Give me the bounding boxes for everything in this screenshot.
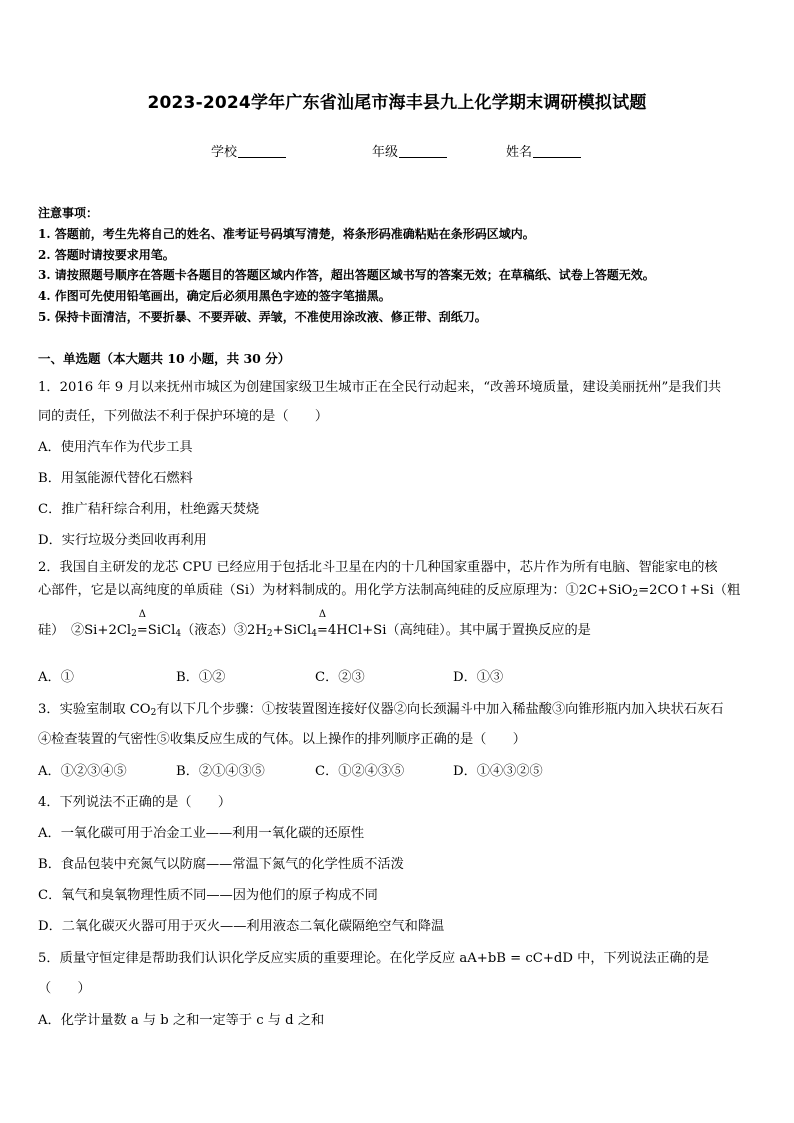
name-label: 姓名	[506, 145, 533, 160]
q1-option-c: C．推广秸秆综合利用，杜绝露天焚烧	[38, 502, 260, 517]
q2-stem-line3	[38, 609, 591, 639]
q3-stem-line2: ④检查装置的气密性⑤收集反应生成的气体。以上操作的排列顺序正确的是（ ）	[38, 732, 526, 747]
q2-option-b: B．①②	[176, 670, 226, 685]
q3-option-a: A．①②③④⑤	[38, 764, 127, 779]
q3-line1-b: 有以下几个步骤：①按装置图连接好仪器②向长颈漏斗中加入稀盐酸③向锥形瓶内加入块状石灰石	[156, 702, 724, 717]
q3-option-d: D．①④③②⑤	[453, 764, 543, 779]
q2-line3-d: +SiCl	[272, 623, 312, 638]
q3-stem-line1	[38, 698, 723, 718]
q5-option-a: A．化学计量数 a 与 b 之和一定等于 c 与 d 之和	[38, 1013, 325, 1028]
note-item: 5. 保持卡面清洁，不要折暴、不要弄破、弄皱，不准使用涂改液、修正带、刮纸刀。	[38, 310, 487, 324]
grade-label: 年级	[372, 145, 399, 160]
heat-equals-sign: Δ =	[136, 609, 148, 638]
q4-option-b: B．食品包装中充氮气以防腐——常温下氮气的化学性质不活泼	[38, 857, 404, 872]
q2-stem-line1: 2．我国自主研发的龙芯 CPU 已经应用于包括北斗卫星在内的十几种国家重器中，芯片作为所有电脑、智能家电的核	[38, 560, 718, 575]
q2-line3-a: 硅） ②Si+2Cl	[38, 623, 132, 638]
subscript: 2	[150, 708, 157, 718]
q4-option-c: C．氧气和臭氧物理性质不同——因为他们的原子构成不同	[38, 888, 378, 903]
page-title: 2023-2024学年广东省汕尾市海丰县九上化学期末调研模拟试题	[147, 93, 647, 113]
heat-equals-sign: Δ =	[317, 609, 328, 638]
q1-stem-line1: 1．2016 年 9 月以来抚州市城区为创建国家级卫生城市正在全民行动起来，“改善环境质量，建设美丽抚州”是我们共	[38, 380, 722, 395]
note-item: 3. 请按照题号顺序在答题卡各题目的答题区域内作答，超出答题区域书写的答案无效；在草稿纸、试卷上答题无效。	[38, 268, 655, 282]
delta-symbol: Δ	[318, 609, 327, 620]
q1-option-b: B．用氢能源代替化石燃料	[38, 471, 193, 486]
q2-option-a: A．①	[38, 670, 74, 685]
school-field	[211, 141, 286, 160]
subscript: 2	[266, 629, 273, 639]
q2-line3-e: 4HCl+Si（高纯硅）。其中属于置换反应的是	[327, 623, 591, 638]
delta-symbol: Δ	[138, 609, 146, 620]
q2-line2-text: 心部件，它是以高纯度的单质硅（Si）为材料制成的。用化学方法制高纯硅的反应原理为：①2C+SiO	[38, 583, 633, 598]
q3-option-b: B．②①④③⑤	[176, 764, 265, 779]
name-blank	[533, 143, 581, 158]
subscript: 4	[311, 629, 318, 639]
name-field	[506, 141, 581, 160]
q3-option-c: C．①②④③⑤	[315, 764, 405, 779]
note-item: 4. 作图可先使用铅笔画出，确定后必须用黑色字迹的签字笔描黑。	[38, 289, 391, 303]
school-label: 学校	[211, 145, 238, 160]
q2-line3-c: （液态）③2H	[181, 623, 267, 638]
grade-field	[372, 141, 447, 160]
subscript: 2	[632, 589, 639, 599]
section-heading: 一、单选题（本大题共 10 小题，共 30 分）	[38, 351, 291, 366]
q5-stem-line2: （ ）	[38, 981, 91, 996]
q2-line3-b: SiCl	[147, 623, 176, 638]
q2-stem-line2	[38, 579, 740, 599]
q2-line2-tail: =2CO↑+Si（粗	[638, 583, 741, 598]
school-blank	[238, 143, 286, 158]
q3-line1-a: 3．实验室制取 CO	[38, 702, 151, 717]
q1-stem-line2: 同的责任，下列做法不利于保护环境的是（ ）	[38, 409, 329, 424]
q1-option-d: D．实行垃圾分类回收再利用	[38, 533, 207, 548]
q5-stem-line1: 5．质量守恒定律是帮助我们认识化学反应实质的重要理论。在化学反应 aA+bB = cC+dD 中，下列说法正确的是	[38, 951, 710, 966]
notes-heading: 注意事项：	[38, 206, 99, 220]
note-item: 1. 答题前，考生先将自己的姓名、准考证号码填写清楚，将条形码准确粘贴在条形码区域内。	[38, 227, 535, 241]
q4-option-a: A．一氧化碳可用于冶金工业——利用一氧化碳的还原性	[38, 826, 365, 841]
subscript: 2	[131, 629, 137, 639]
q2-option-d: D．①③	[453, 670, 504, 685]
grade-blank	[399, 143, 447, 158]
note-item: 2. 答题时请按要求用笔。	[38, 248, 175, 262]
subscript: 4	[175, 629, 182, 639]
q4-stem-line1: 4．下列说法不正确的是（ ）	[38, 795, 232, 810]
q4-option-d: D．二氧化碳灭火器可用于灭火——利用液态二氧化碳隔绝空气和降温	[38, 919, 445, 934]
q2-option-c: C．②③	[315, 670, 365, 685]
q1-option-a: A．使用汽车作为代步工具	[38, 440, 193, 455]
